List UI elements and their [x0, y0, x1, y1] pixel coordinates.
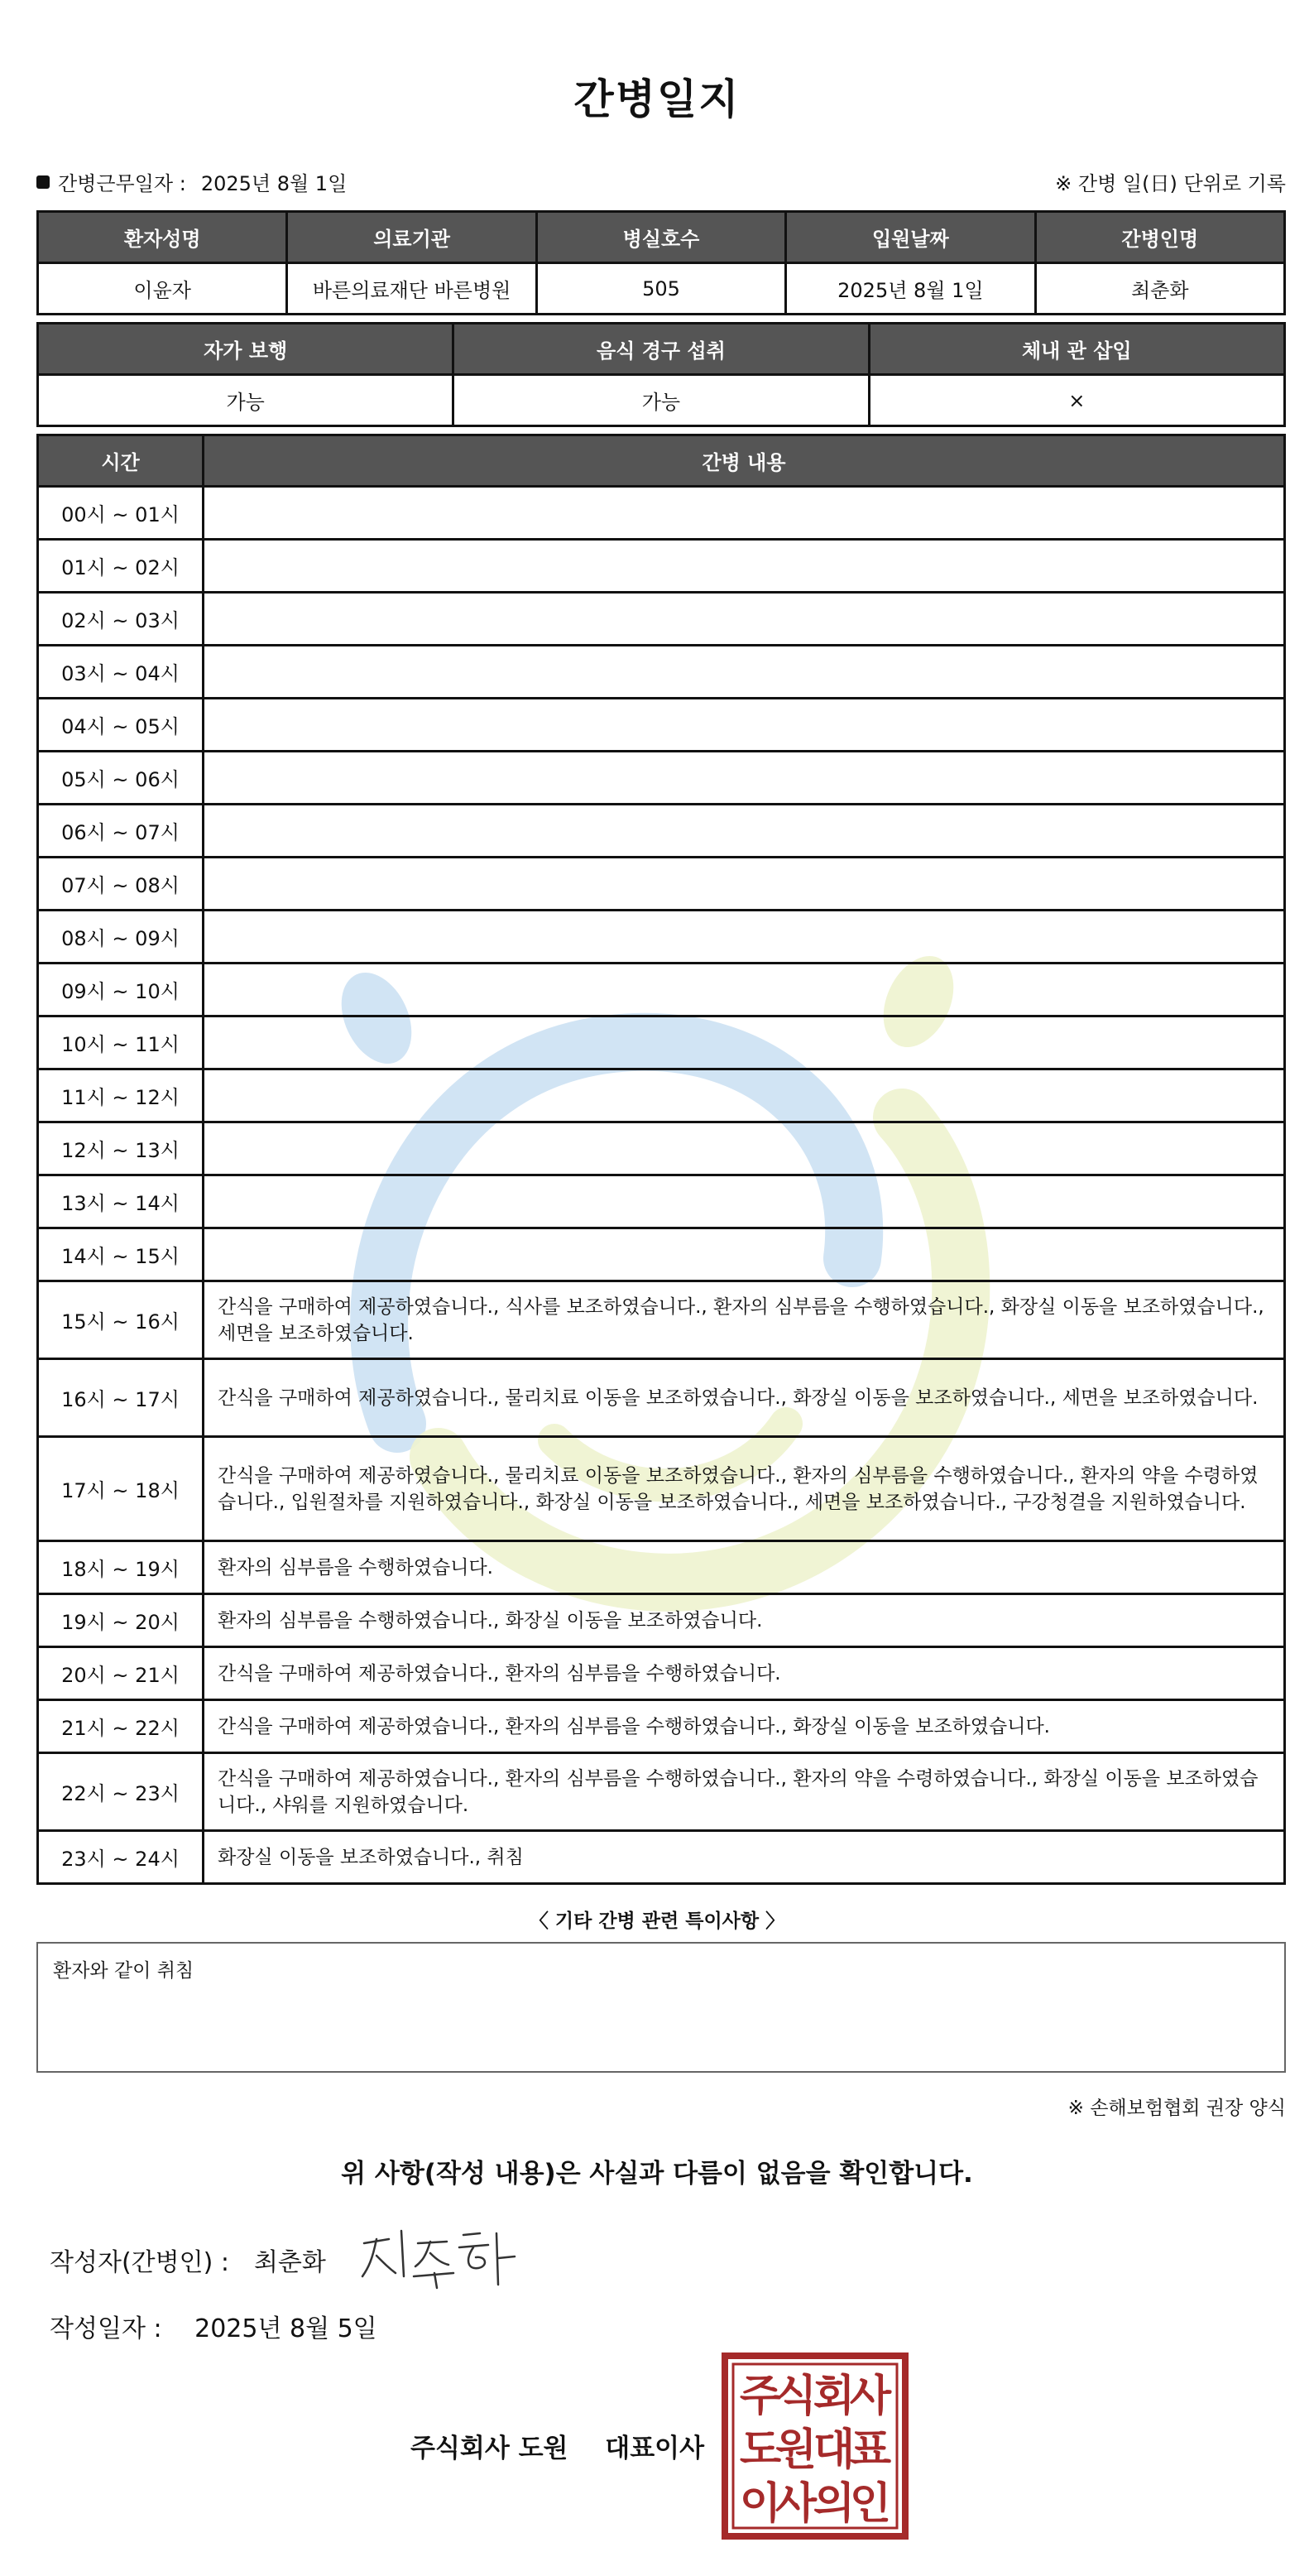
writer-label: 작성자(간병인) :: [50, 2248, 229, 2277]
table-row: [38, 593, 1285, 646]
header-caregiver: 간병인명: [1035, 212, 1284, 263]
company-seal-icon: [722, 2353, 909, 2540]
admission-date: 2025년 8월 1일: [786, 263, 1035, 315]
time-cell: 02시 ~ 03시: [38, 593, 204, 646]
time-cell: 15시 ~ 16시: [38, 1281, 204, 1359]
meta-row: [36, 167, 1286, 197]
header-tube-insertion: 체내 관 삽입: [869, 324, 1284, 375]
header-patient-name: 환자성명: [38, 212, 287, 263]
table-row: [38, 1228, 1285, 1281]
time-cell: 08시 ~ 09시: [38, 911, 204, 964]
tube-insertion: ×: [869, 375, 1284, 426]
svg-text:식: 식: [774, 2372, 818, 2421]
content-cell: [204, 1016, 1285, 1069]
room-number: 505: [536, 263, 785, 315]
table-row: [38, 1122, 1285, 1175]
time-cell: 07시 ~ 08시: [38, 858, 204, 911]
header-care-content: 간병 내용: [204, 435, 1285, 487]
content-cell: [204, 699, 1285, 752]
company-name: 주식회사 도원: [410, 2434, 568, 2463]
svg-text:이: 이: [739, 2479, 782, 2529]
unit-note: ※ 간병 일(日) 단위로 기록: [1055, 172, 1286, 195]
hospital: 바른의료재단 바른병원: [287, 263, 536, 315]
svg-text:회: 회: [813, 2372, 856, 2421]
self-walking: 가능: [38, 375, 453, 426]
content-cell: [204, 805, 1285, 858]
svg-text:표: 표: [849, 2425, 892, 2475]
content-cell: [204, 593, 1285, 646]
time-cell: 03시 ~ 04시: [38, 646, 204, 699]
table-row: [38, 805, 1285, 858]
time-cell: 12시 ~ 13시: [38, 1122, 204, 1175]
content-cell: 간식을 구매하여 제공하였습니다., 환자의 심부름을 수행하였습니다.: [204, 1647, 1285, 1700]
table-row: [38, 699, 1285, 752]
ceo-title: 대표이사: [605, 2434, 705, 2463]
content-cell: [204, 487, 1285, 540]
content-cell: [204, 752, 1285, 805]
content-cell: [204, 911, 1285, 964]
table-row: [38, 1069, 1285, 1122]
svg-text:원: 원: [774, 2425, 818, 2475]
table-row: [38, 1359, 1285, 1437]
content-cell: 간식을 구매하여 제공하였습니다., 식사를 보조하였습니다., 환자의 심부름을 수행하였습니다., 화장실 이동을 보조하였습니다., 세면을 보조하였습니다.: [204, 1281, 1285, 1359]
time-cell: 11시 ~ 12시: [38, 1069, 204, 1122]
caregiver-name: 최춘화: [1035, 263, 1284, 315]
content-cell: 간식을 구매하여 제공하였습니다., 물리치료 이동을 보조하였습니다., 화장실 이동을 보조하였습니다., 세면을 보조하였습니다.: [204, 1359, 1285, 1437]
time-cell: 22시 ~ 23시: [38, 1753, 204, 1831]
content-cell: 간식을 구매하여 제공하였습니다., 환자의 심부름을 수행하였습니다., 화장실 이동을 보조하였습니다.: [204, 1700, 1285, 1753]
content-cell: [204, 1228, 1285, 1281]
mobility-table: [36, 322, 1286, 427]
content-cell: [204, 1122, 1285, 1175]
content-cell: 화장실 이동을 보조하였습니다., 취침: [204, 1831, 1285, 1884]
content-cell: 간식을 구매하여 제공하였습니다., 물리치료 이동을 보조하였습니다., 환자의 심부름을 수행하였습니다., 환자의 약을 수령하였습니다., 입원절차를 지원하였습니다., 화장실 이동을 보조하였습니다., 세면을 보조하였습니다., 구강청결을 지원하였습니다.: [204, 1437, 1285, 1541]
writer-name: 최춘화: [253, 2248, 326, 2277]
time-cell: 04시 ~ 05시: [38, 699, 204, 752]
svg-text:의: 의: [813, 2479, 856, 2529]
time-cell: 23시 ~ 24시: [38, 1831, 204, 1884]
patient-name: 이윤자: [38, 263, 287, 315]
time-cell: 19시 ~ 20시: [38, 1594, 204, 1647]
table-row: [38, 964, 1285, 1016]
table-row: [38, 1753, 1285, 1831]
table-row: [38, 858, 1285, 911]
time-cell: 01시 ~ 02시: [38, 540, 204, 593]
care-log-table: [36, 434, 1286, 1885]
header-time: 시간: [38, 435, 204, 487]
header-oral-intake: 음식 경구 섭취: [453, 324, 869, 375]
written-date-value: 2025년 8월 5일: [194, 2314, 377, 2343]
table-row: [38, 646, 1285, 699]
table-row: [38, 1175, 1285, 1228]
company-signoff: [410, 2427, 704, 2464]
work-date-label: 간병근무일자 :: [58, 172, 186, 195]
time-cell: 16시 ~ 17시: [38, 1359, 204, 1437]
time-cell: 05시 ~ 06시: [38, 752, 204, 805]
patient-info-table: [36, 210, 1286, 315]
time-cell: 21시 ~ 22시: [38, 1700, 204, 1753]
svg-text:사: 사: [774, 2479, 818, 2529]
time-cell: 09시 ~ 10시: [38, 964, 204, 1016]
time-cell: 00시 ~ 01시: [38, 487, 204, 540]
header-room: 병실호수: [536, 212, 785, 263]
content-cell: [204, 646, 1285, 699]
confirmation-statement: 위 사항(작성 내용)은 사실과 다름이 없음을 확인합니다.: [341, 2159, 973, 2189]
time-cell: 20시 ~ 21시: [38, 1647, 204, 1700]
table-row: [38, 1594, 1285, 1647]
time-cell: 13시 ~ 14시: [38, 1175, 204, 1228]
written-date: [50, 2308, 377, 2344]
content-cell: 환자의 심부름을 수행하였습니다.: [204, 1541, 1285, 1594]
content-cell: 간식을 구매하여 제공하였습니다., 환자의 심부름을 수행하였습니다., 환자의 약을 수령하였습니다., 화장실 이동을 보조하였습니다., 샤워를 지원하였습니다.: [204, 1753, 1285, 1831]
table-row: [38, 1541, 1285, 1594]
content-cell: [204, 1175, 1285, 1228]
time-cell: 14시 ~ 15시: [38, 1228, 204, 1281]
table-row: [38, 911, 1285, 964]
work-date-value: 2025년 8월 1일: [200, 172, 348, 195]
special-notes-box: 환자와 같이 취침: [36, 1942, 1286, 2073]
form-source-note: ※ 손해보험협회 권장 양식: [1067, 2098, 1286, 2119]
written-date-label: 작성일자 :: [50, 2314, 162, 2343]
time-cell: 17시 ~ 18시: [38, 1437, 204, 1541]
svg-text:인: 인: [849, 2479, 892, 2529]
writer-row: [50, 2242, 326, 2278]
oral-intake: 가능: [453, 375, 869, 426]
special-notes-title: 〈 기타 간병 관련 특이사항 〉: [529, 1910, 785, 1932]
svg-text:도: 도: [739, 2425, 782, 2475]
table-row: [38, 1700, 1285, 1753]
table-row: [38, 752, 1285, 805]
content-cell: [204, 858, 1285, 911]
svg-text:사: 사: [849, 2372, 892, 2421]
content-cell: [204, 964, 1285, 1016]
time-cell: 06시 ~ 07시: [38, 805, 204, 858]
time-cell: 18시 ~ 19시: [38, 1541, 204, 1594]
header-hospital: 의료기관: [287, 212, 536, 263]
header-self-walking: 자가 보행: [38, 324, 453, 375]
table-row: [38, 487, 1285, 540]
time-cell: 10시 ~ 11시: [38, 1016, 204, 1069]
content-cell: 환자의 심부름을 수행하였습니다., 화장실 이동을 보조하였습니다.: [204, 1594, 1285, 1647]
page-title: 간병일지: [573, 75, 741, 123]
table-row: [38, 1016, 1285, 1069]
svg-text:대: 대: [813, 2425, 856, 2475]
content-cell: [204, 540, 1285, 593]
table-row: [38, 1831, 1285, 1884]
table-row: [38, 1281, 1285, 1359]
table-row: [38, 1437, 1285, 1541]
table-row: [38, 1647, 1285, 1700]
square-bullet-icon: [36, 175, 50, 189]
header-admission-date: 입원날짜: [786, 212, 1035, 263]
handwritten-signature-icon: [356, 2218, 521, 2293]
svg-text:주: 주: [739, 2372, 782, 2421]
content-cell: [204, 1069, 1285, 1122]
table-row: [38, 540, 1285, 593]
work-date: [36, 167, 347, 196]
